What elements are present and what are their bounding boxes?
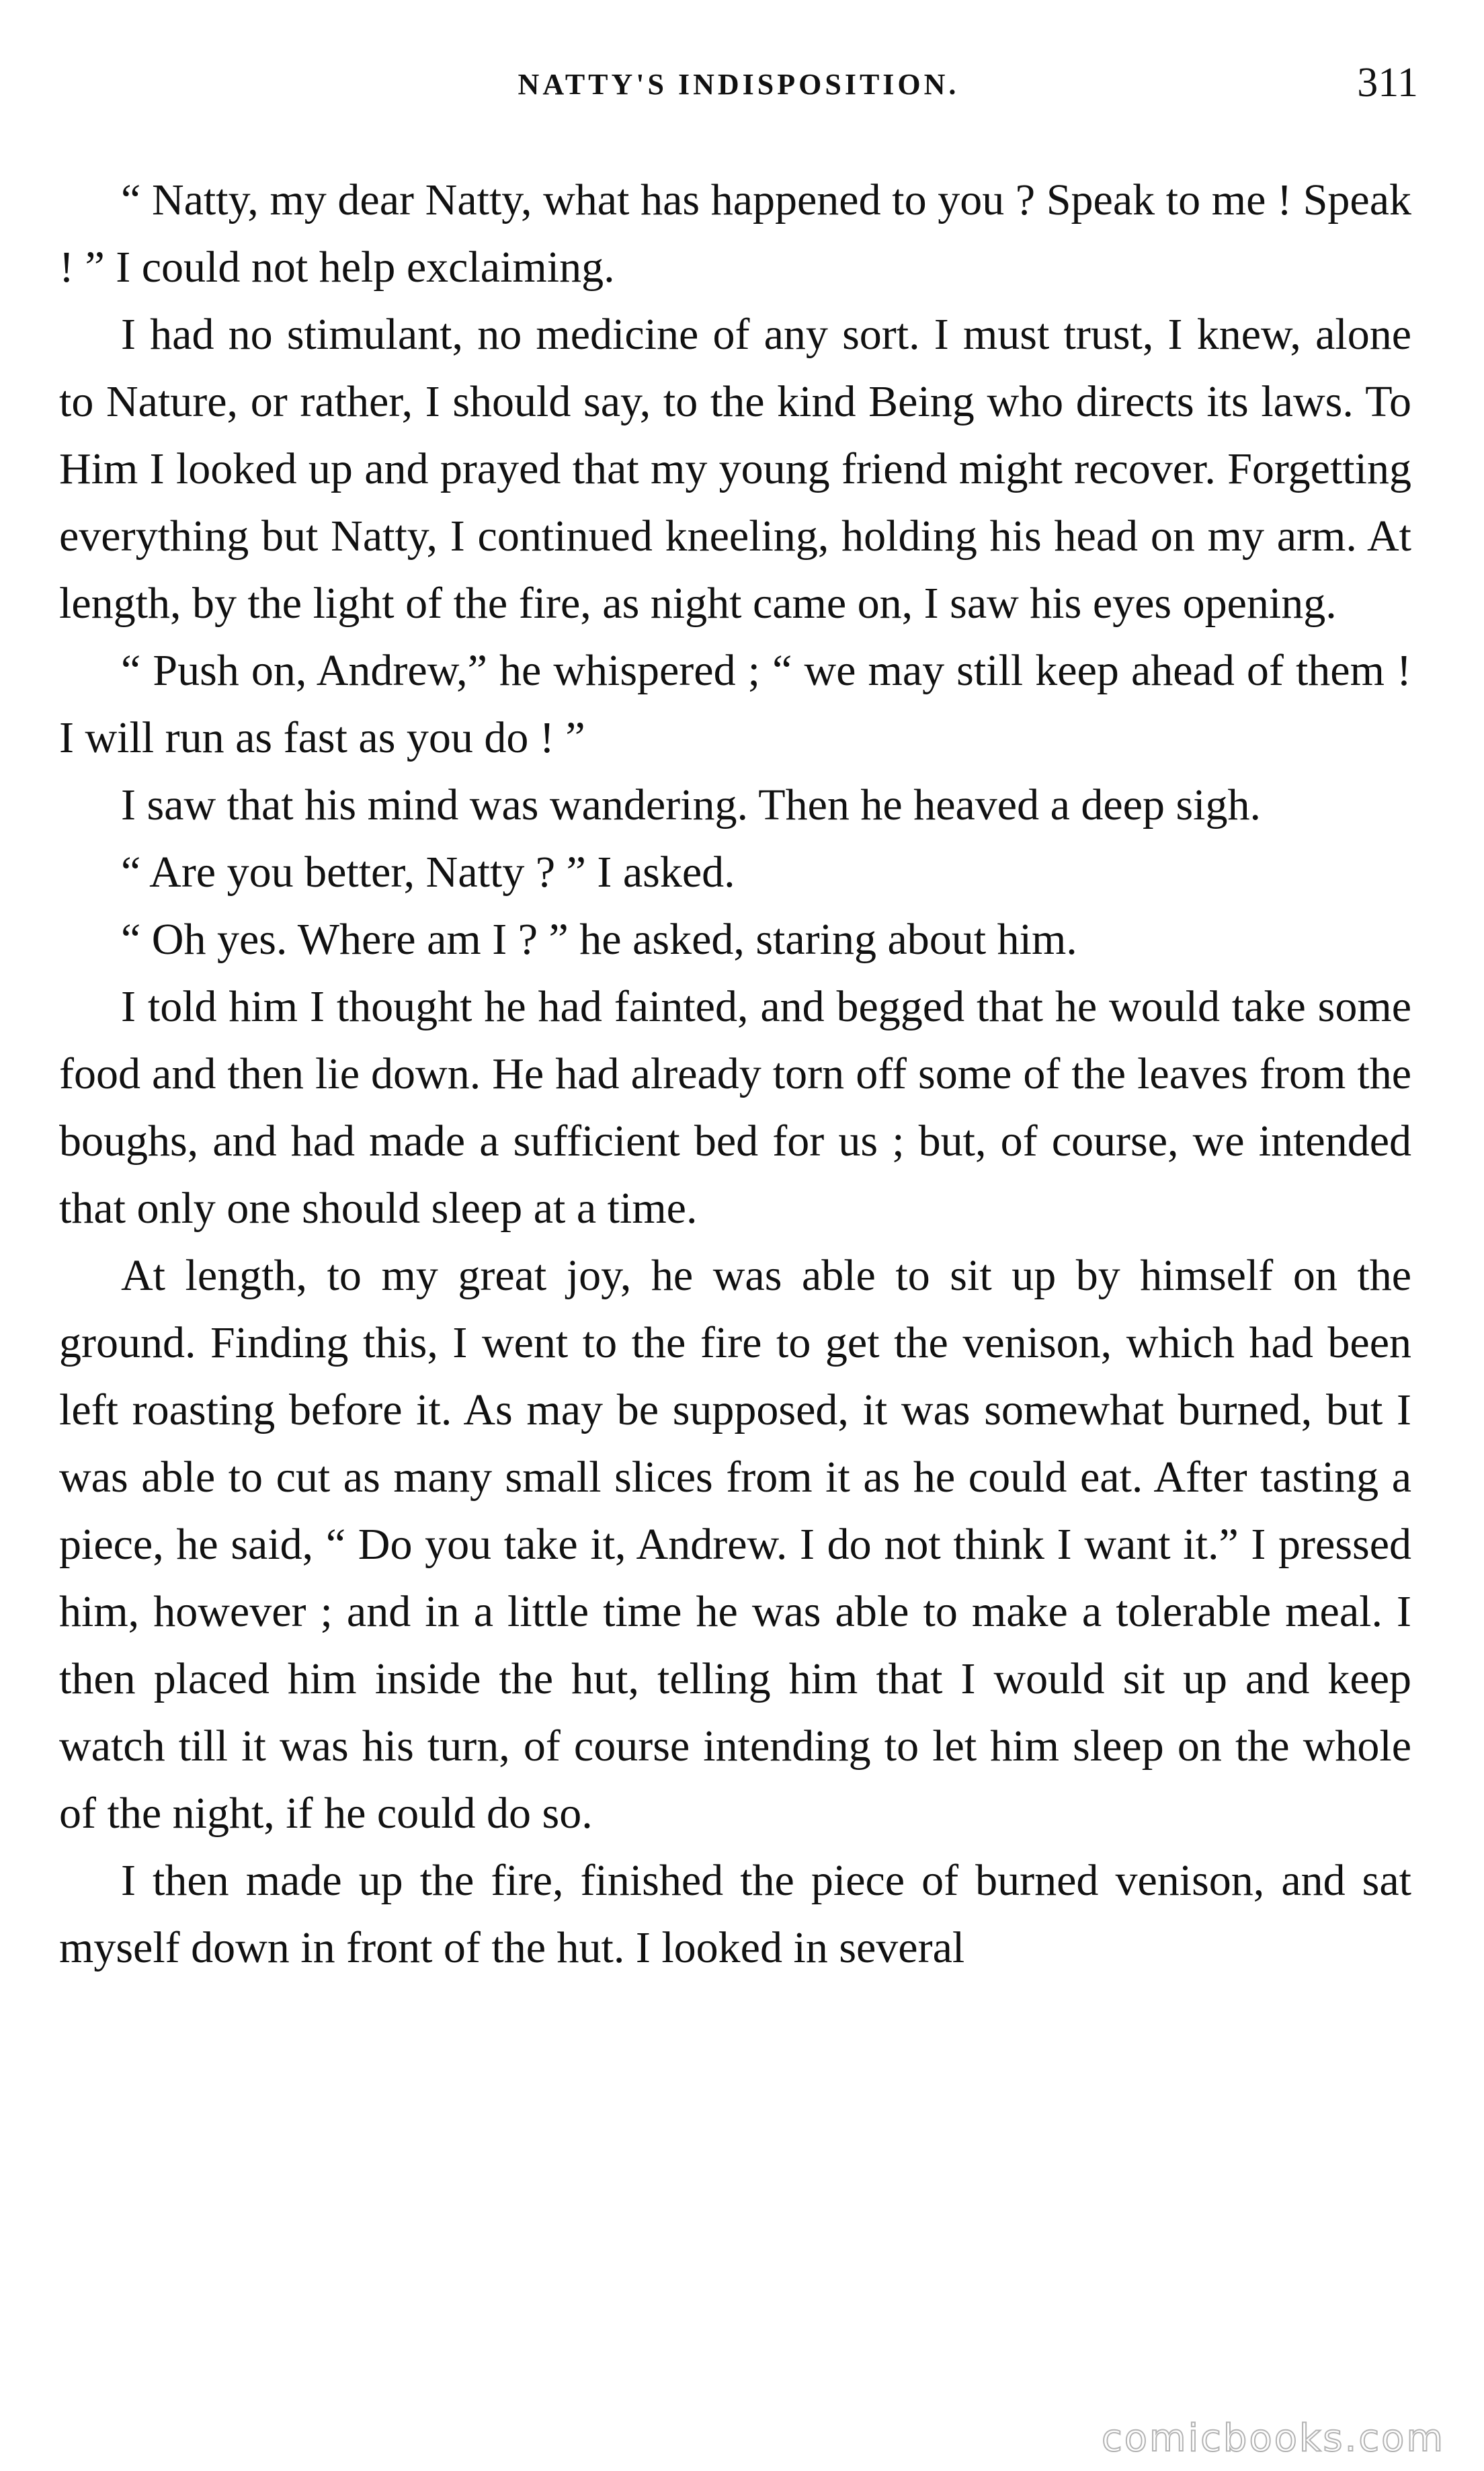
- paragraph: “ Oh yes. Where am I ? ” he asked, staring about him.: [121, 915, 1077, 964]
- paragraph: I saw that his mind was wandering. Then he heaved a deep sigh.: [121, 780, 1261, 829]
- watermark: comicbooks.com: [1101, 2417, 1445, 2460]
- paragraph: I then made up the fire, finished the piece of burned venison, and sat myself down in front of the hut. I looked in several: [59, 1856, 1411, 1972]
- paragraph: “ Push on, Andrew,” he whispered ; “ we may still keep ahead of them ! I will run as fast as you do ! ”: [59, 646, 1411, 762]
- paragraph: I told him I thought he had fainted, and begged that he would take some food and then lie down. He had already torn off some of the leaves from the boughs, and had made a sufficient bed for us ; but, of course, we intended that only one should sleep at a time.: [59, 982, 1411, 1233]
- body-text: [59, 167, 1411, 1982]
- paragraph: I had no stimulant, no medicine of any sort. I must trust, I knew, alone to Nature, or rather, I should say, to the kind Being who directs its laws. To Him I looked up and prayed that my young friend might recover. Forgetting everything but Natty, I continued kneeling, holding his head on my arm. At length, by the light of the fire, as night came on, I saw his eyes opening.: [59, 310, 1411, 628]
- page-number: 311: [1357, 60, 1418, 106]
- paragraph: “ Are you better, Natty ? ” I asked.: [121, 848, 735, 897]
- page-header: [59, 60, 1418, 121]
- paragraph: “ Natty, my dear Natty, what has happened to you ? Speak to me ! Speak ! ” I could not help exclaiming.: [59, 175, 1411, 292]
- paragraph: At length, to my great joy, he was able to sit up by himself on the ground. Finding this, I went to the fire to get the venison, which had been left roasting before it. As may be supposed, it was somewhat burned, but I was able to cut as many small slices from it as he could eat. After tasting a piece, he said, “ Do you take it, Andrew. I do not think I want it.” I pressed him, however ; and in a little time he was able to make a tolerable meal. I then placed him inside the hut, telling him that I would sit up and keep watch till it was his turn, of course intending to let him sleep on the whole of the night, if he could do so.: [59, 1251, 1411, 1838]
- running-head: NATTY'S INDISPOSITION.: [518, 68, 960, 101]
